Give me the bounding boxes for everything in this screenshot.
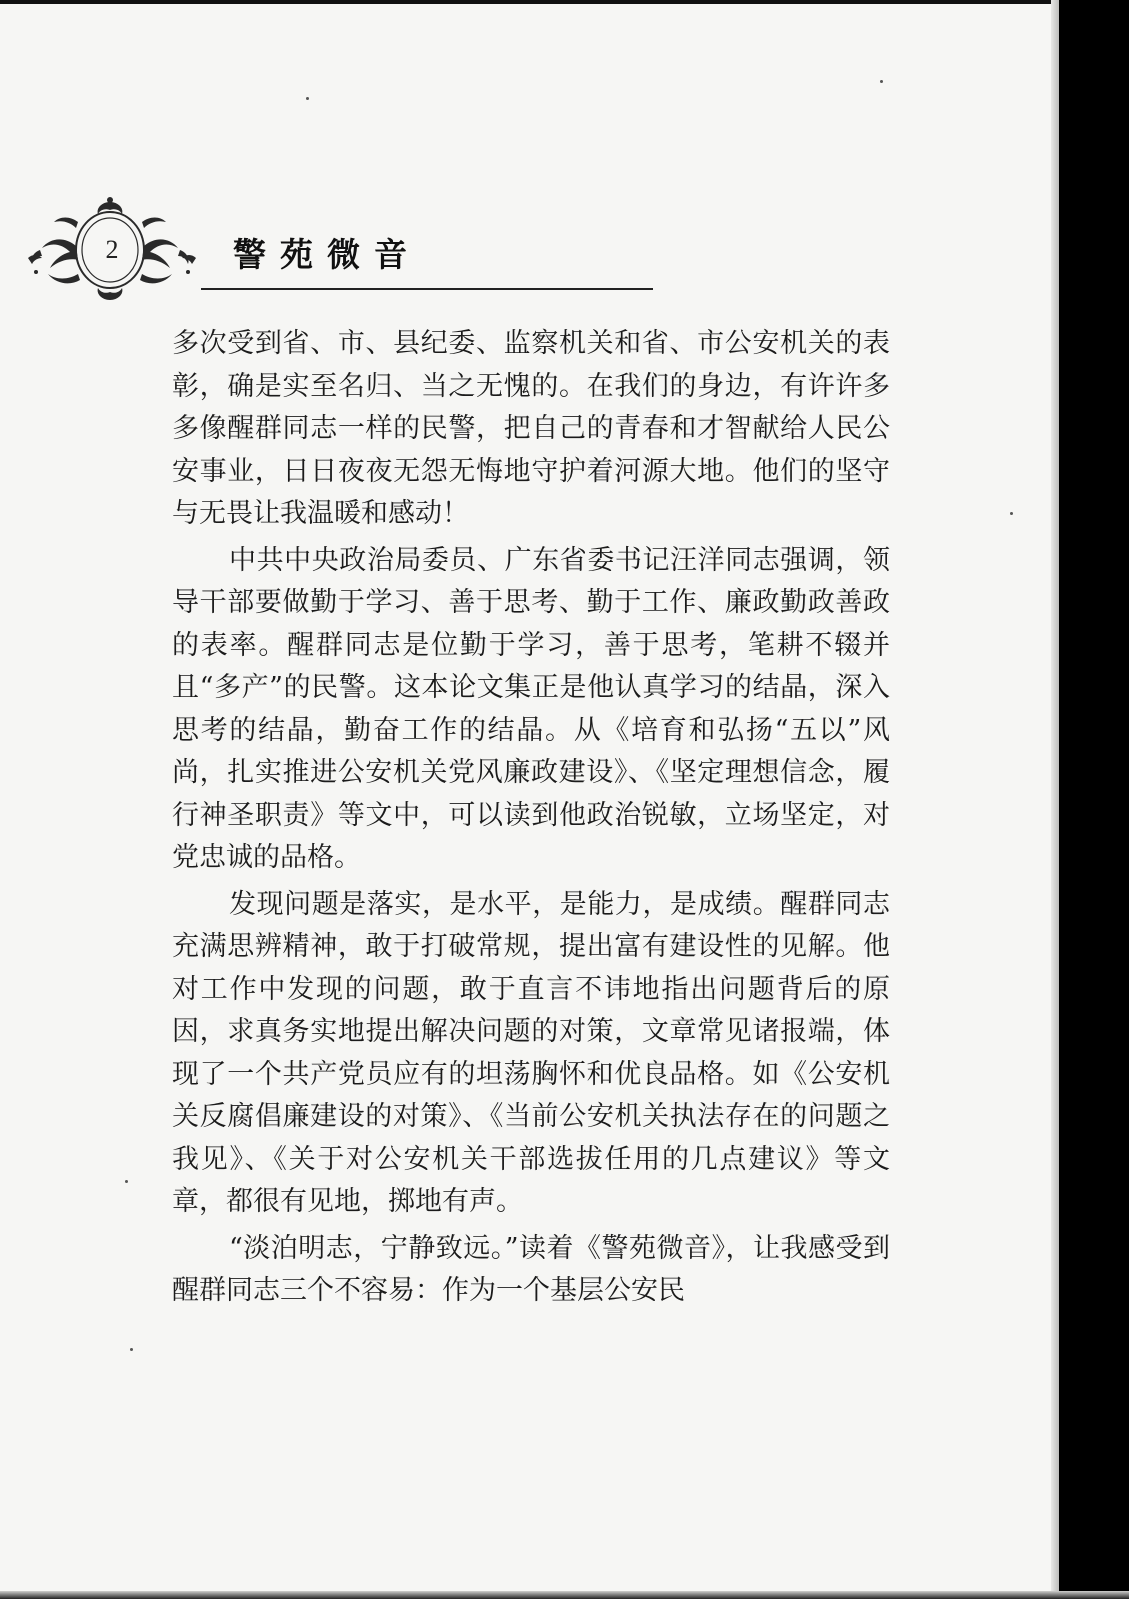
paragraph-1: 多次受到省、市、县纪委、监察机关和省、市公安机关的表彰，确是实至名归、当之无愧的。在我们的身边，有许许多多像醒群同志一样的民警，把自己的青春和才智献给人民公安事业，日日夜夜无怨无悔地守护着河源大地。他们的坚守与无畏让我温暖和感动！	[172, 328, 890, 529]
paragraph-4: “淡泊明志，宁静致远。”读着《警苑微音》，让我感受到醒群同志三个不容易：作为一个基层公安民	[172, 1232, 890, 1306]
paragraph-3: 发现问题是落实，是水平，是能力，是成绩。醒群同志充满思辨精神，敢于打破常规，提出富有建设性的见解。他对工作中发现的问题，敢于直言不讳地指出问题背后的原因，求真务实地提出解决问题的对策，文章常见诸报端，体现了一个共产党员应有的坦荡胸怀和优良品格。如《公安机关反腐倡廉建设的对策》、《当前公安机关执法存在的问题之我见》、《关于对公安机关干部选拔任用的几点建议》等文章，都很有见地，掷地有声。	[172, 888, 890, 1217]
page-number: 2	[105, 235, 119, 264]
paragraph-2: 中共中央政治局委员、广东省委书记汪洋同志强调，领导干部要做勤于学习、善于思考、勤于工作、廉政勤政善政的表率。醒群同志是位勤于学习，善于思考，笔耕不辍并且“多产”的民警。这本论文集正是他认真学习的结晶，深入思考的结晶，勤奋工作的结晶。从《培育和弘扬“五以”风尚，扎实推进公安机关党风廉政建设》、《坚定理想信念，履行神圣职责》等文中，可以读到他政治锐敏，立场坚定，对党忠诚的品格。	[172, 544, 890, 873]
header-rule	[201, 288, 653, 290]
scan-page-edge-shadow	[1051, 0, 1059, 1599]
scan-border-top	[0, 0, 1129, 4]
scan-speck	[130, 1348, 133, 1351]
scan-border-bottom	[0, 1591, 1129, 1599]
scan-speck	[880, 80, 883, 83]
scan-border-right	[1059, 0, 1129, 1599]
scan-speck	[125, 1180, 128, 1183]
body-text	[172, 323, 890, 1313]
scan-speck	[306, 97, 309, 100]
running-title: 警苑微音	[233, 235, 421, 274]
scan-speck	[1010, 512, 1013, 515]
